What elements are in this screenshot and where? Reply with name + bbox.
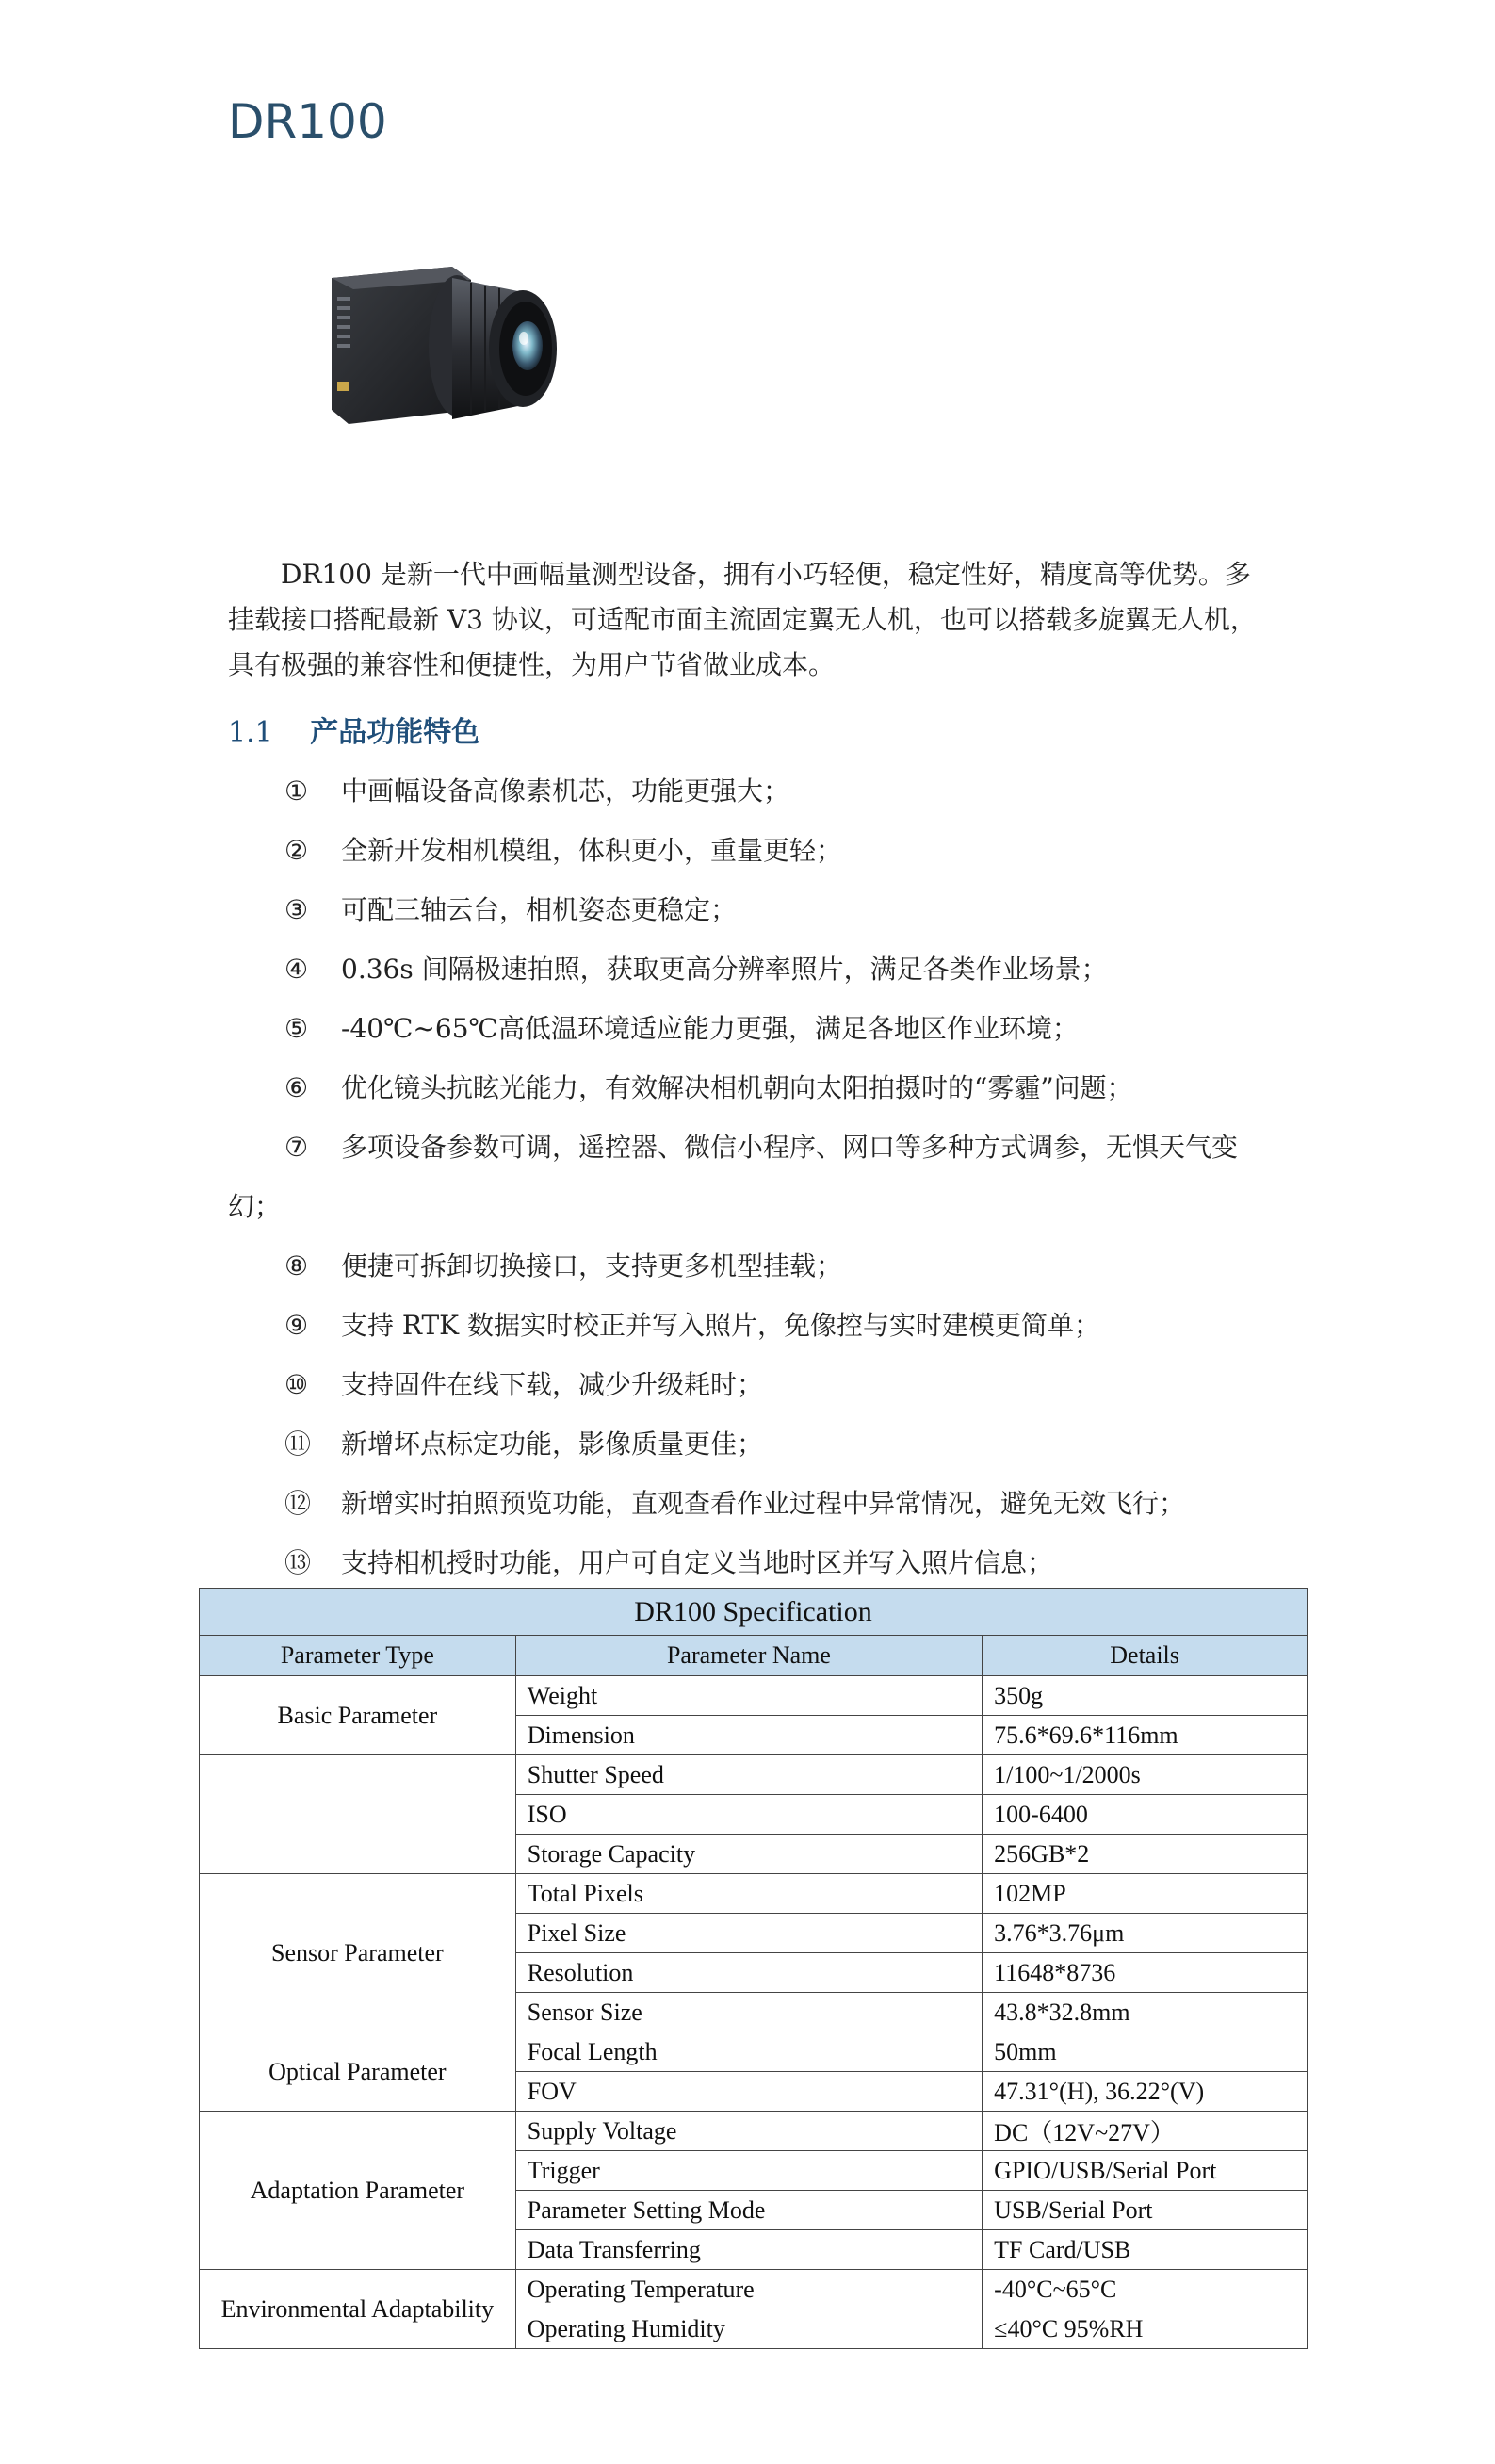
feature-number: ⑧ [284, 1250, 309, 1281]
feature-number: ③ [284, 894, 309, 925]
parameter-type-cell: Optical Parameter [200, 2032, 516, 2112]
details-cell: ≤40°C 95%RH [983, 2309, 1308, 2349]
parameter-name-cell: Resolution [515, 1953, 982, 1993]
section-title: 产品功能特色 [310, 716, 480, 749]
parameter-type-cell: Adaptation Parameter [200, 2112, 516, 2270]
details-cell: -40°C~65°C [983, 2270, 1308, 2309]
feature-item [228, 880, 1283, 939]
parameter-type-cell: Sensor Parameter [200, 1874, 516, 2032]
parameter-name-cell: Shutter Speed [515, 1755, 982, 1795]
table-row [200, 2270, 1308, 2309]
parameter-name-cell: Data Transferring [515, 2230, 982, 2270]
feature-number: ⑬ [284, 1547, 312, 1578]
feature-item [228, 1296, 1283, 1355]
feature-item [228, 1533, 1283, 1592]
intro-paragraph [228, 552, 1283, 688]
parameter-name-cell: FOV [515, 2072, 982, 2112]
details-cell: 350g [983, 1676, 1308, 1716]
parameter-name-cell: Total Pixels [515, 1874, 982, 1914]
parameter-name-cell: Operating Humidity [515, 2309, 982, 2349]
feature-number: ⑤ [284, 1013, 309, 1044]
feature-number: ⑫ [284, 1488, 312, 1519]
details-cell: 100-6400 [983, 1795, 1308, 1835]
parameter-name-cell: Operating Temperature [515, 2270, 982, 2309]
feature-text: 便捷可拆卸切换接口，支持更多机型挂载； [341, 1250, 843, 1281]
spec-caption: DR100 Specification [200, 1589, 1308, 1636]
table-row [200, 2112, 1308, 2151]
intro-line: 挂载接口搭配最新 V3 协议，可适配市面主流固定翼无人机，也可以搭载多旋翼无人机， [228, 604, 1257, 635]
parameter-type-cell [200, 1755, 516, 1874]
spec-table [199, 1588, 1308, 2349]
feature-item [228, 1058, 1283, 1118]
details-cell: 47.31°(H), 36.22°(V) [983, 2072, 1308, 2112]
table-row [200, 2032, 1308, 2072]
details-cell: 3.76*3.76μm [983, 1914, 1308, 1953]
feature-number: ⑨ [284, 1310, 309, 1341]
details-cell: 256GB*2 [983, 1835, 1308, 1874]
feature-item [228, 1118, 1283, 1177]
parameter-type-cell: Environmental Adaptability [200, 2270, 516, 2349]
feature-item [228, 1355, 1283, 1414]
feature-item [228, 999, 1283, 1058]
feature-text: 全新开发相机模组，体积更小，重量更轻； [341, 835, 843, 866]
feature-number: ⑩ [284, 1369, 309, 1400]
parameter-name-cell: Pixel Size [515, 1914, 982, 1953]
parameter-name-cell: Storage Capacity [515, 1835, 982, 1874]
feature-text: 0.36s 间隔极速拍照，获取更高分辨率照片，满足各类作业场景； [341, 954, 1108, 985]
feature-item [228, 939, 1283, 999]
parameter-name-cell: Focal Length [515, 2032, 982, 2072]
feature-item [228, 1474, 1283, 1533]
details-cell: TF Card/USB [983, 2230, 1308, 2270]
feature-text: 支持固件在线下载，减少升级耗时； [341, 1369, 764, 1400]
details-cell: 11648*8736 [983, 1953, 1308, 1993]
feature-text: 支持相机授时功能，用户可自定义当地时区并写入照片信息； [341, 1547, 1054, 1578]
parameter-name-cell: Parameter Setting Mode [515, 2191, 982, 2230]
parameter-name-cell: Weight [515, 1676, 982, 1716]
parameter-name-cell: Supply Voltage [515, 2112, 982, 2151]
feature-text: 多项设备参数可调，遥控器、微信小程序、网口等多种方式调参，无惧天气变 [341, 1132, 1239, 1163]
feature-list [228, 761, 1283, 1592]
details-cell: USB/Serial Port [983, 2191, 1308, 2230]
column-header: Parameter Name [515, 1636, 982, 1676]
feature-number: ② [284, 835, 309, 866]
details-cell: 50mm [983, 2032, 1308, 2072]
table-row [200, 1676, 1308, 1716]
feature-number: ① [284, 775, 309, 807]
feature-text: 中画幅设备高像素机芯，功能更强大； [341, 775, 790, 807]
section-number: 1.1 [228, 716, 273, 749]
table-row [200, 1755, 1308, 1795]
feature-number: ⑦ [284, 1132, 309, 1163]
feature-continuation: 幻； [228, 1191, 282, 1222]
details-cell: 43.8*32.8mm [983, 1993, 1308, 2032]
parameter-name-cell: Sensor Size [515, 1993, 982, 2032]
details-cell: GPIO/USB/Serial Port [983, 2151, 1308, 2191]
page-title: DR100 [228, 94, 387, 149]
section-heading [228, 709, 479, 750]
camera-product-image [311, 240, 565, 462]
details-cell: 75.6*69.6*116mm [983, 1716, 1308, 1755]
details-cell: DC（12V~27V） [983, 2112, 1308, 2151]
feature-number: ⑥ [284, 1072, 309, 1103]
feature-text: 优化镜头抗眩光能力，有效解决相机朝向太阳拍摄时的“雾霾”问题； [341, 1072, 1133, 1103]
parameter-name-cell: Dimension [515, 1716, 982, 1755]
parameter-name-cell: ISO [515, 1795, 982, 1835]
feature-item [228, 1414, 1283, 1474]
parameter-name-cell: Trigger [515, 2151, 982, 2191]
feature-number: ④ [284, 954, 309, 985]
feature-text: 支持 RTK 数据实时校正并写入照片，免像控与实时建模更简单； [341, 1310, 1100, 1341]
column-header: Details [983, 1636, 1308, 1676]
feature-text: 可配三轴云台，相机姿态更稳定； [341, 894, 738, 925]
feature-item [228, 1236, 1283, 1296]
feature-text: -40℃~65℃高低温环境适应能力更强，满足各地区作业环境； [341, 1013, 1079, 1044]
table-row [200, 1874, 1308, 1914]
column-header: Parameter Type [200, 1636, 516, 1676]
feature-item [228, 821, 1283, 880]
feature-number: ⑪ [284, 1428, 312, 1460]
intro-line: DR100 是新一代中画幅量测型设备，拥有小巧轻便，稳定性好，精度高等优势。多 [281, 559, 1251, 590]
details-cell: 1/100~1/2000s [983, 1755, 1308, 1795]
feature-text: 新增坏点标定功能，影像质量更佳； [341, 1428, 764, 1460]
feature-text: 新增实时拍照预览功能，直观查看作业过程中异常情况，避免无效飞行； [341, 1488, 1186, 1519]
feature-item [228, 761, 1283, 821]
details-cell: 102MP [983, 1874, 1308, 1914]
intro-line: 具有极强的兼容性和便捷性，为用户节省做业成本。 [228, 649, 836, 680]
parameter-type-cell: Basic Parameter [200, 1676, 516, 1755]
